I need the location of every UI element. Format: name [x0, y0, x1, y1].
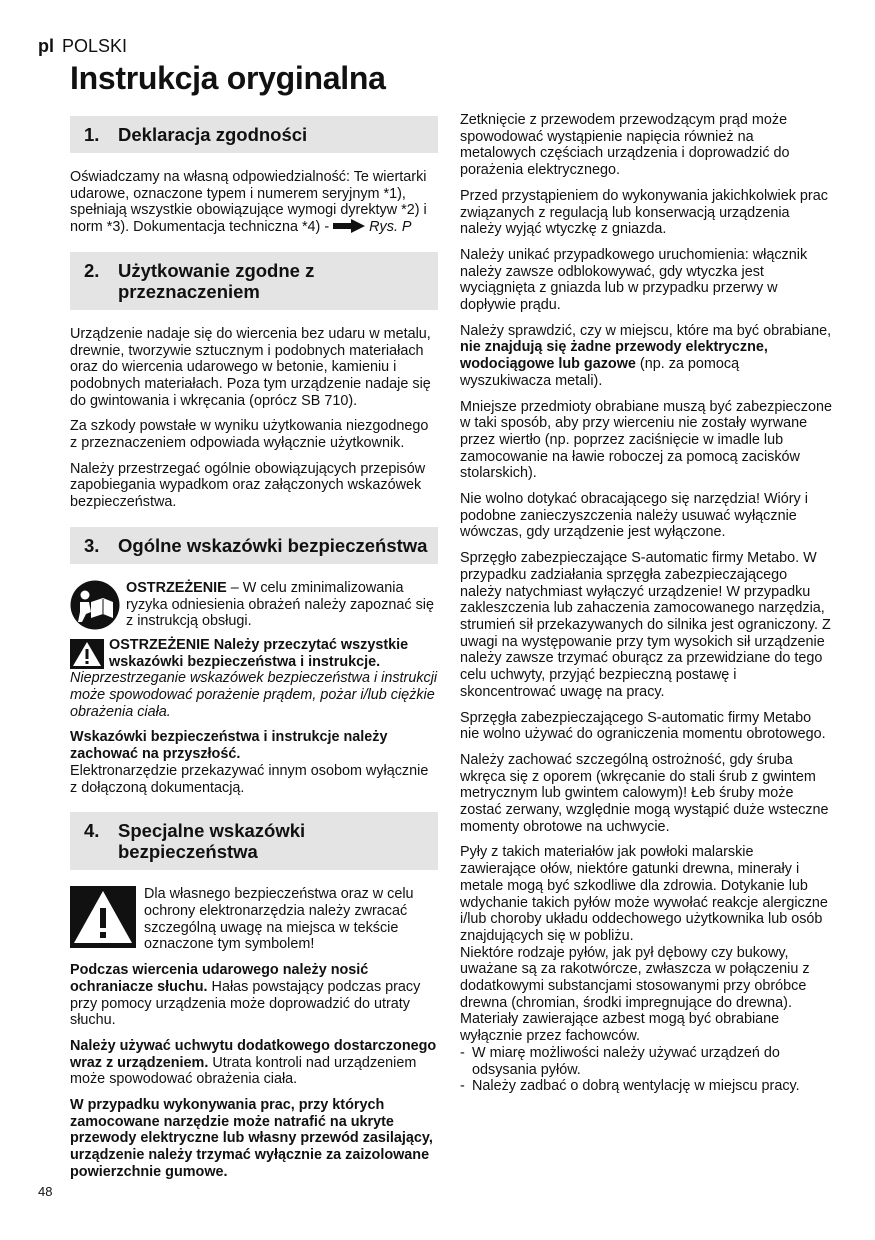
- section-2-header: [70, 252, 438, 310]
- section-number: 1.: [84, 124, 100, 145]
- read-manual-icon: [70, 580, 120, 630]
- keep-instructions-bold: Wskazówki bezpieczeństwa i instrukcje należy zachować na przyszłość.: [70, 729, 388, 763]
- list-item-text: Należy zadbać o dobrą wentylację w miejscu pracy.: [472, 1078, 800, 1095]
- section-number: 2.: [84, 259, 100, 281]
- special-symbol-note: [70, 886, 438, 953]
- bold-text: Należy używać uchwytu dodatkowego dostarczonego wraz z urządzeniem.: [70, 1037, 437, 1071]
- paragraph: Pyły z takich materiałów jak powłoki malarskie zawierające ołów, niektóre gatunki drewna, minerały i metale mogą być szkodliwe dla zdrowia. Dotykanie lub wdychanie takich pyłów może wywołać reakcje alergiczne i/lub choroby układu oddechowego użytkownika lub osób znajdujących się w pobliżu.: [460, 844, 828, 944]
- paragraph: Sprzęgło zabezpieczające S-automatic firmy Metabo. W przypadku zadziałania sprzęgła zabezpieczającego należy natychmiast wyłączyć urządzenie! W przypadku zakleszczenia lub zahaczenia zamocowanego narzędzia, strumień sił przekazywanych do silnika jest ograniczony. Z uwagi na występowanie przy tym wysokich sił urządzenie należy zawsze trzymać oburącz za przewidziane do tego celu uchwyty, przyjąć bezpieczną postawę i skoncentrować uwagę na pracy.: [460, 550, 831, 700]
- section-title: Użytkowanie zgodne z przeznaczeniem: [118, 259, 315, 302]
- body-text: (np. za pomocą wyszukiwacza metali).: [460, 356, 740, 389]
- warning-triangle-icon: [70, 639, 104, 669]
- paragraph: Niektóre rodzaje pyłów, jak pył dębowy czy bukowy, uważane są za rakotwórcze, zwłaszcza w połączeniu z dodatkowymi substancjami stosowanymi przy obróbce drewna (chromian, środki impregnujące do drewna). Materiały zawierające azbest mogą być obrabiane wyłącznie przez fachowców.: [460, 944, 810, 1045]
- paragraph: Należy unikać przypadkowego uruchomienia: włącznik należy zawsze odblokowywać, gdy wtyczka jest wyciągnięta z gniazda lub w przypadku przerwy w dopływie prądu.: [460, 246, 808, 314]
- paragraph: Przed przystąpieniem do wykonywania jakichkolwiek prac związanych z regulacją lub konserwacją urządzenia należy wyjąć wtyczkę z gniazda.: [460, 187, 828, 238]
- declaration-text: Oświadczamy na własną odpowiedzialność: Te wiertarki udarowe, oznaczone typem i numerem seryjnym *1), spełniają wszystkie obowiązujące wymogi dyrektyw *2) i norm *3). Dokumentacja techniczna *4) -: [70, 169, 427, 236]
- paragraph: Należy zachować szczególną ostrożność, gdy śruba wkręca się z oporem (wkręcanie do stali śrub z gwintem metrycznym lub gwintem calowym)! Łeb śruby może zostać zerwany, względnie mogą wystąpić duże wsteczne momenty obrotowe na uchwycie.: [460, 751, 829, 835]
- right-column: [460, 112, 832, 1095]
- warning-triangle-icon: [70, 886, 136, 948]
- language-code: pl: [38, 36, 54, 56]
- bold-text: Podczas wiercenia udarowego należy nosić ochraniacze słuchu.: [70, 962, 369, 995]
- warning-label: OSTRZEŻENIE: [126, 579, 227, 596]
- paragraph: [70, 1097, 438, 1181]
- bold-text: nie znajdują się żadne przewody elektryczne, wodociągowe lub gazowe: [460, 339, 768, 373]
- section-1-header: [70, 116, 438, 153]
- figure-reference: Rys. P: [369, 219, 412, 236]
- section-4-header: [70, 812, 438, 870]
- paragraph: Nie wolno dotykać obracającego się narzędzia! Wióry i podobne zanieczyszczenia należy usuwać wyłącznie wówczas, gdy urządzenie jest wyłączone.: [460, 491, 808, 541]
- body-text: Należy sprawdzić, czy w miejscu, które ma być obrabiane,: [460, 322, 832, 339]
- paragraph: [70, 962, 438, 1029]
- arrow-right-icon: [333, 219, 365, 233]
- language-label: [38, 36, 127, 57]
- section-number: 4.: [84, 820, 100, 842]
- symbol-explanation: Dla własnego bezpieczeństwa oraz w celu ochrony elektronarzędzia należy zwracać szczególną uwagę na miejsca w tekście oznaczone tym symbolem!: [144, 886, 414, 953]
- language-name: POLSKI: [62, 36, 128, 56]
- paragraph: Za szkody powstałe w wyniku użytkowania niezgodnego z przeznaczeniem odpowiada wyłącznie użytkownik.: [70, 418, 429, 452]
- body-text: Utrata kontroli nad urządzeniem może spowodować obrażenia ciała.: [70, 1054, 417, 1088]
- section-title: Deklaracja zgodności: [118, 124, 308, 145]
- section-number: 3.: [84, 534, 100, 556]
- list-item: [460, 1078, 832, 1095]
- paragraph: [70, 1038, 438, 1088]
- bold-text: W przypadku wykonywania prac, przy których zamocowane narzędzie może natrafić na ukryte przewody elektryczne lub własny przewód zasilający, urządzenie należy trzymać wyłącznie za zaizolowane powierzchnie gumowe.: [70, 1097, 433, 1180]
- section-title: Ogólne wskazówki bezpieczeństwa: [118, 534, 428, 556]
- section-title: Specjalne wskazówki bezpieczeństwa: [118, 820, 306, 863]
- paragraph: Urządzenie nadaje się do wiercenia bez udaru w metalu, drewnie, tworzywie sztucznym i podobnych materiałach oraz do wiercenia udarowego w betonie, kamieniu i podobnych materiałach. Poza tym urządzenie nadaje się do gwintowania i wkręcania (oprócz SB 710).: [70, 325, 431, 409]
- warning-text: [126, 580, 438, 630]
- section-3-header: [70, 527, 438, 564]
- warning-bold-text: OSTRZEŻENIE Należy przeczytać wszystkie wskazówki bezpieczeństwa i instrukcje.: [109, 636, 409, 670]
- declaration-paragraph: [70, 169, 438, 236]
- page-title: Instrukcja oryginalna: [70, 60, 386, 96]
- paragraph: Sprzęgła zabezpieczającego S-automatic firmy Metabo nie wolno używać do ograniczenia momentu obrotowego.: [460, 709, 826, 743]
- page-number: 48: [38, 1184, 53, 1199]
- read-manual-warning: [70, 580, 438, 630]
- paragraph: Należy przestrzegać ogólnie obowiązujących przepisów zapobiegania wypadkom oraz załączonych wskazówek bezpieczeństwa.: [70, 460, 426, 511]
- read-instructions-warning: [70, 637, 438, 721]
- bullet-dash: -: [460, 1078, 465, 1095]
- keep-instructions-paragraph: [70, 729, 438, 796]
- body-text: Hałas powstający podczas pracy przy pomocy urządzenia może doprowadzić do utraty słuchu.: [70, 978, 421, 1029]
- paragraph: Zetknięcie z przewodem przewodzącym prąd może spowodować wystąpienie napięcia również na metalowych częściach urządzenia i doprowadzić do porażenia elektrycznego.: [460, 112, 790, 179]
- warning-italic-text: Nieprzestrzeganie wskazówek bezpieczeństwa i instrukcji może spowodować porażenie prądem, pożar i/lub ciężkie obrażenia ciała.: [70, 670, 438, 720]
- paragraph: Mniejsze przedmioty obrabiane muszą być zabezpieczone w taki sposób, aby przy wierceniu nie zostały wyrwane przez wiertło (np. poprzez zaciśnięcie w imadle lub zamocowanie na ławie roboczej za pomocą zacisków stolarskich).: [460, 398, 832, 482]
- warning-body: – W celu zminimalizowania ryzyka odniesienia obrażeń należy zapoznać się z instrukcją obsługi.: [126, 579, 434, 630]
- list-item-text: W miarę możliwości należy używać urządzeń do odsysania pyłów.: [472, 1044, 780, 1078]
- paragraph: [460, 323, 832, 390]
- left-column: [70, 112, 438, 1190]
- bullet-dash: -: [460, 1044, 465, 1061]
- keep-instructions-text: Elektronarzędzie przekazywać innym osobom wyłącznie z dołączoną dokumentacją.: [70, 762, 429, 796]
- list-item: [460, 1045, 832, 1078]
